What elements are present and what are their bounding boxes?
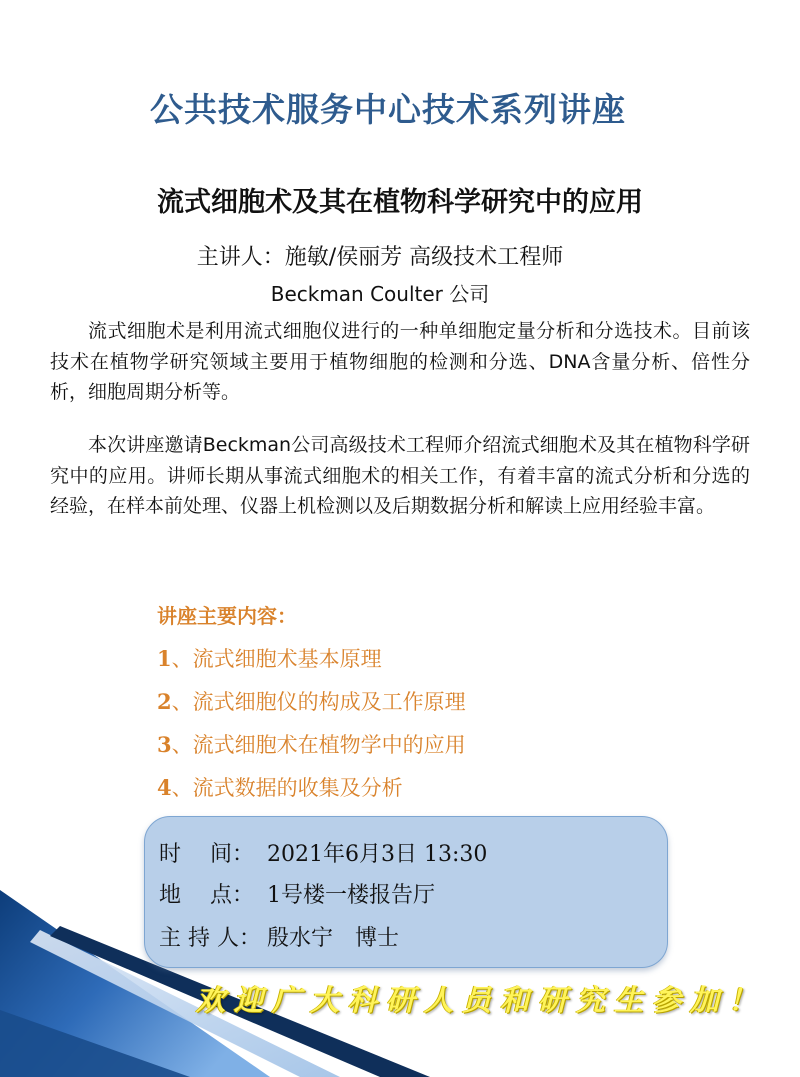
outline-item — [157, 723, 637, 766]
outline-item-number: 1 — [157, 646, 172, 671]
outline-item-number: 4 — [157, 775, 172, 800]
main-title: 公共技术服务中心技术系列讲座 — [150, 90, 626, 129]
time-label: 时 间： — [159, 842, 254, 867]
place-value: 1号楼一楼报告厅 — [267, 883, 435, 908]
host-label: 主 持 人： — [159, 926, 261, 951]
event-host — [159, 921, 399, 952]
event-info-box — [144, 816, 668, 968]
event-place — [159, 878, 435, 909]
outline-heading: 讲座主要内容： — [157, 604, 297, 628]
outline-item-text: 、流式细胞术基本原理 — [171, 647, 382, 671]
welcome-banner: 欢迎广大科研人员和研究生参加！ — [196, 983, 767, 1017]
outline-item — [157, 637, 637, 680]
time-value: 2021年6月3日 13:30 — [267, 842, 488, 867]
intro-paragraph-1: 流式细胞术是利用流式细胞仪进行的一种单细胞定量分析和分选技术。目前该技术在植物学研究领域主要用于植物细胞的检测和分选、DNA含量分析、倍性分析，细胞周期分析等。 — [50, 320, 750, 403]
outline-item-number: 2 — [157, 689, 172, 714]
intro-paragraph-2: 本次讲座邀请Beckman公司高级技术工程师介绍流式细胞术及其在植物科学研究中的应用。讲师长期从事流式细胞术的相关工作，有着丰富的流式分析和分选的经验，在样本前处理、仪器上机检测以及后期数据分析和解读上应用经验丰富。 — [50, 434, 750, 517]
host-value: 殷水宁 博士 — [267, 926, 400, 951]
lecture-outline — [157, 600, 637, 809]
place-label: 地 点： — [159, 883, 254, 908]
event-time — [159, 837, 487, 868]
speaker-company: Beckman Coulter 公司 — [270, 282, 490, 306]
outline-item — [157, 766, 637, 809]
outline-item — [157, 680, 637, 723]
outline-item-number: 3 — [157, 732, 172, 757]
outline-item-text: 、流式细胞术在植物学中的应用 — [171, 733, 466, 757]
speaker-line: 主讲人：施敏/侯丽芳 高级技术工程师 — [196, 245, 564, 270]
outline-item-text: 、流式细胞仪的构成及工作原理 — [171, 690, 466, 714]
lecture-title: 流式细胞术及其在植物科学研究中的应用 — [157, 187, 643, 218]
outline-item-text: 、流式数据的收集及分析 — [171, 776, 403, 800]
